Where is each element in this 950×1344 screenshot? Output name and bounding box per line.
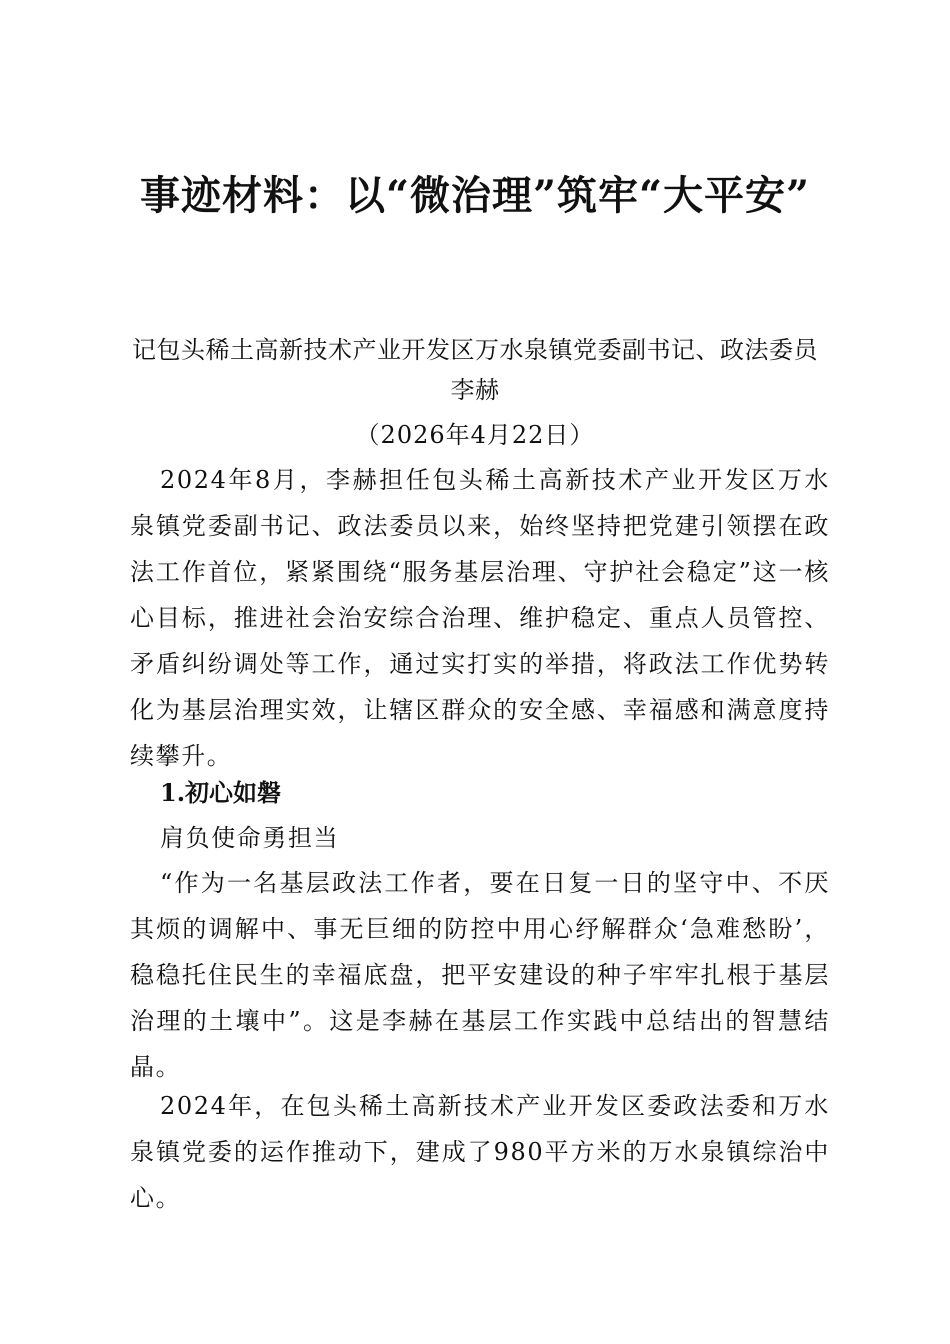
- section-heading: 1.初心如磐: [160, 778, 282, 807]
- document-date: （2026年4月22日）: [355, 421, 595, 449]
- paragraph-intro: 2024年8月，李赫担任包头稀土高新技术产业开发区万水泉镇党委副书记、政法委员以来，始终坚持把党建引领摆在政法工作首位，紧紧围绕“服务基层治理、守护社会稳定”这一核心目标，推进社会治安综合治理、维护稳定、重点人员管控、矛盾纠纷调处等工作，通过实打实的举措，将政法工作优势转化为基层治理实效，让辖区群众的安全感、幸福感和满意度持续攀升。: [130, 466, 830, 770]
- section-subheading: 肩负使命勇担当: [160, 824, 340, 852]
- paragraph-quote: “作为一名基层政法工作者，要在日复一日的坚守中、不厌其烦的调解中、事无巨细的防控中用心纾解群众‘急难愁盼’，稳稳托住民生的幸福底盘，把平安建设的种子牢牢扎根于基层治理的土壤中”。这是李赫在基层工作实践中总结出的智慧结晶。: [130, 869, 830, 1081]
- document-title: 事迹材料：以“微治理”筑牢“大平安”: [139, 172, 811, 219]
- paragraph-center: 2024年，在包头稀土高新技术产业开发区委政法委和万水泉镇党委的运作推动下，建成了980平方米的万水泉镇综治中心。: [130, 1092, 830, 1212]
- document-byline: 记包头稀土高新技术产业开发区万水泉镇党委副书记、政法委员李赫: [132, 336, 818, 404]
